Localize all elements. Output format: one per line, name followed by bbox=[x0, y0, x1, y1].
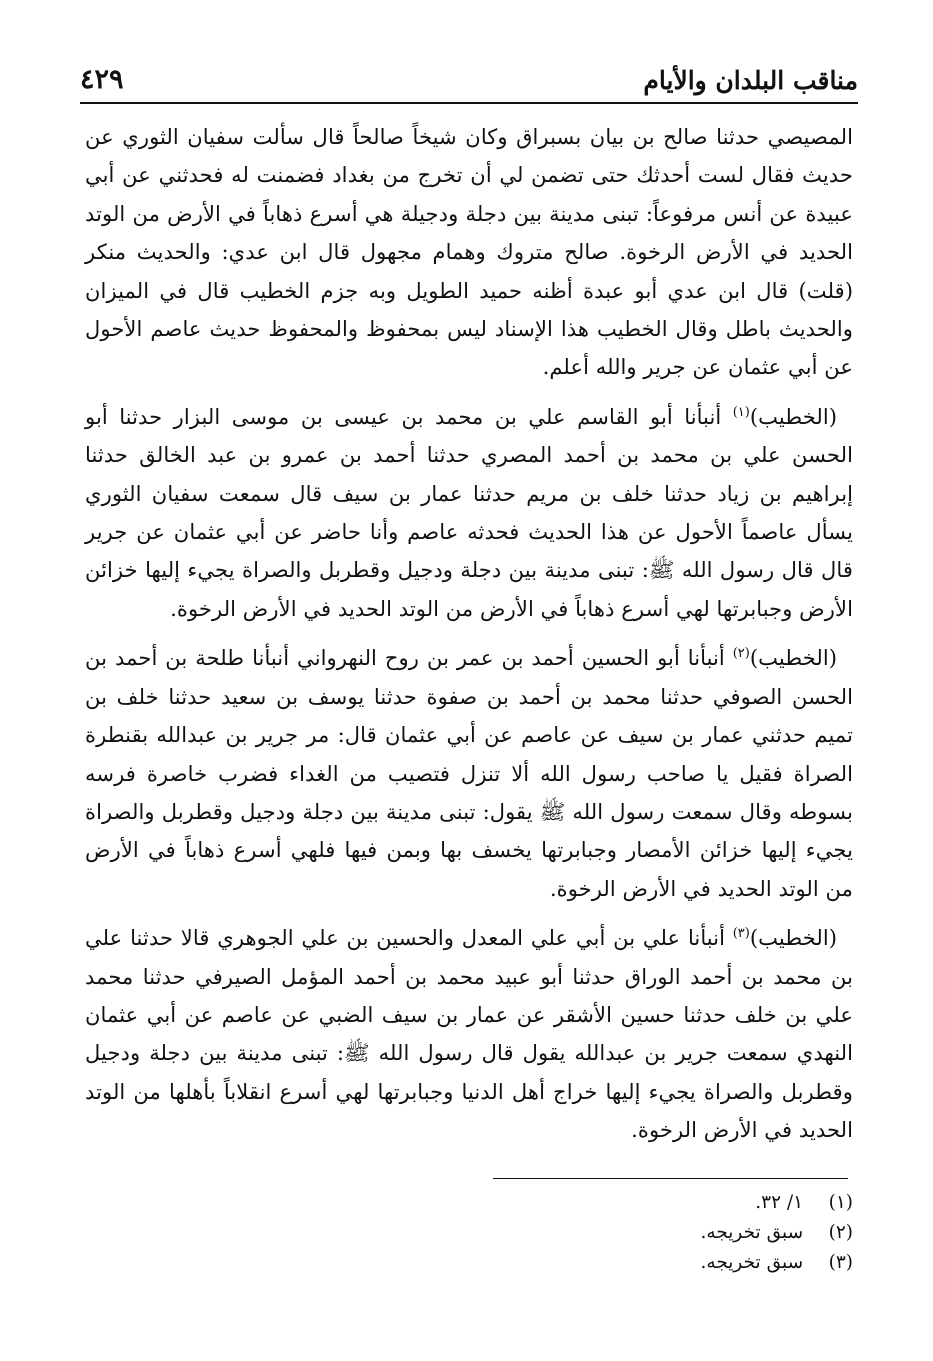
source-label: (الخطيب) bbox=[749, 645, 837, 671]
paragraph-text: أنبأنا أبو القاسم علي بن محمد بن عيسى بن موسى البزار حدثنا أبو الحسن علي بن محمد بن أحمد المصري حدثنا أحمد بن عمرو بن عبد الخالق حدثنا إبراهيم بن زياد حدثنا خلف بن مريم حدثنا عمار بن سيف قال سمعت سفيان الثوري يسأل عاصماً الأحول عن هذا الحديث فحدثه عاصم وأنا حاضر عن أبي عثمان عن جرير قال قال رسول الله ﷺ: تبنى مدينة بين دجلة ودجيل وقطربل والصراة يجيء إليها خزائن الأرض وجبابرتها لهي أسرع ذهاباً في الأرض من الوتد الحديد في الأرض الرخوة. bbox=[85, 403, 853, 621]
footnote-divider bbox=[493, 1178, 848, 1179]
paragraph bbox=[85, 398, 853, 628]
paragraph-text: أنبأنا علي بن أبي علي المعدل والحسين بن علي الجوهري قالا حدثنا علي بن محمد بن أحمد الوراق حدثنا أبو عبيد محمد بن أحمد المؤمل الصيرفي حدثنا محمد علي بن خلف حدثنا حسين الأشقر عن عمار بن سيف الضبي عن عاصم عن أبي عثمان النهدي سمعت جرير بن عبدالله يقول قال رسول الله ﷺ: تبنى مدينة بين دجلة ودجيل وقطربل والصراة يجيء إليها خراج أهل الدنيا وجبابرتها لهي أسرع انقلاباً بأهلها من الوتد الحديد في الأرض الرخوة. bbox=[85, 925, 853, 1143]
footnote-text: ١/ ٣٢. bbox=[755, 1192, 804, 1213]
paragraph-text: أنبأنا أبو الحسين أحمد بن عمر بن روح النهرواني أنبأنا طلحة بن أحمد بن الحسن الصوفي حدثنا محمد بن أحمد بن صفوة حدثنا يوسف بن سعيد حدثنا خلف بن تميم حدثني عمار بن سيف عن عاصم عن أبي عثمان قال: مر جرير بن عبدالله بقنطرة الصراة فقيل يا صاحب رسول الله ألا تنزل فتصيب من الغداء فضرب خاصرة فرسه بسوطه وقال سمعت رسول الله ﷺ يقول: تبنى مدينة بين دجلة ودجيل وقطربل والصراة يجيء إليها خزائن الأمصار وجبابرتها يخسف بها وبمن فيها فلهي أسرع ذهاباً في الأرض من الوتد الحديد في الأرض الرخوة. bbox=[85, 645, 853, 901]
footnote-ref: (٣) bbox=[732, 926, 750, 942]
footnote-number: (٣) bbox=[828, 1252, 853, 1273]
paragraph-text: المصيصي حدثنا صالح بن بيان بسبراق وكان شيخاً صالحاً قال سألت سفيان الثوري عن حديث فقال لست أحدثك حتى تضمن لي أن تخرج من بغداد فضمنت له فحدثني عن أبي عبيدة عن أنس مرفوعاً: تبنى مدينة بين دجلة ودجيلة هي أسرع ذهاباً في الأرض من الوتد الحديد في الأرض الرخوة. صالح متروك وهمام مجهول قال ابن عدي: والحديث منكر (قلت) قال ابن عدي أبو عبدة أظنه حميد الطويل وبه جزم الخطيب قال في الميزان والحديث باطل وقال الخطيب هذا الإسناد ليس بمحفوظ والمحفوظ حديث عاصم الأحول عن أبي عثمان عن جرير والله أعلم. bbox=[85, 124, 853, 380]
footnote bbox=[300, 1248, 853, 1278]
source-label: (الخطيب) bbox=[749, 925, 837, 951]
paragraph bbox=[85, 919, 853, 1149]
running-title: مناقب البلدان والأيام bbox=[643, 66, 858, 95]
footnote bbox=[300, 1188, 853, 1218]
paragraph bbox=[85, 118, 853, 387]
paragraph bbox=[85, 639, 853, 908]
footnotes bbox=[300, 1188, 853, 1278]
footnote-ref: (١) bbox=[732, 404, 750, 420]
footnote-number: (١) bbox=[828, 1192, 853, 1213]
footnote-ref: (٢) bbox=[732, 646, 750, 662]
main-text bbox=[85, 118, 853, 1150]
footnote-text: سبق تخريجه. bbox=[700, 1252, 804, 1273]
source-label: (الخطيب) bbox=[749, 403, 837, 429]
footnote-text: سبق تخريجه. bbox=[700, 1222, 804, 1243]
footnote-number: (٢) bbox=[828, 1222, 853, 1243]
page-number: ٤٢٩ bbox=[80, 64, 124, 95]
footnote bbox=[300, 1218, 853, 1248]
running-header bbox=[80, 62, 858, 104]
